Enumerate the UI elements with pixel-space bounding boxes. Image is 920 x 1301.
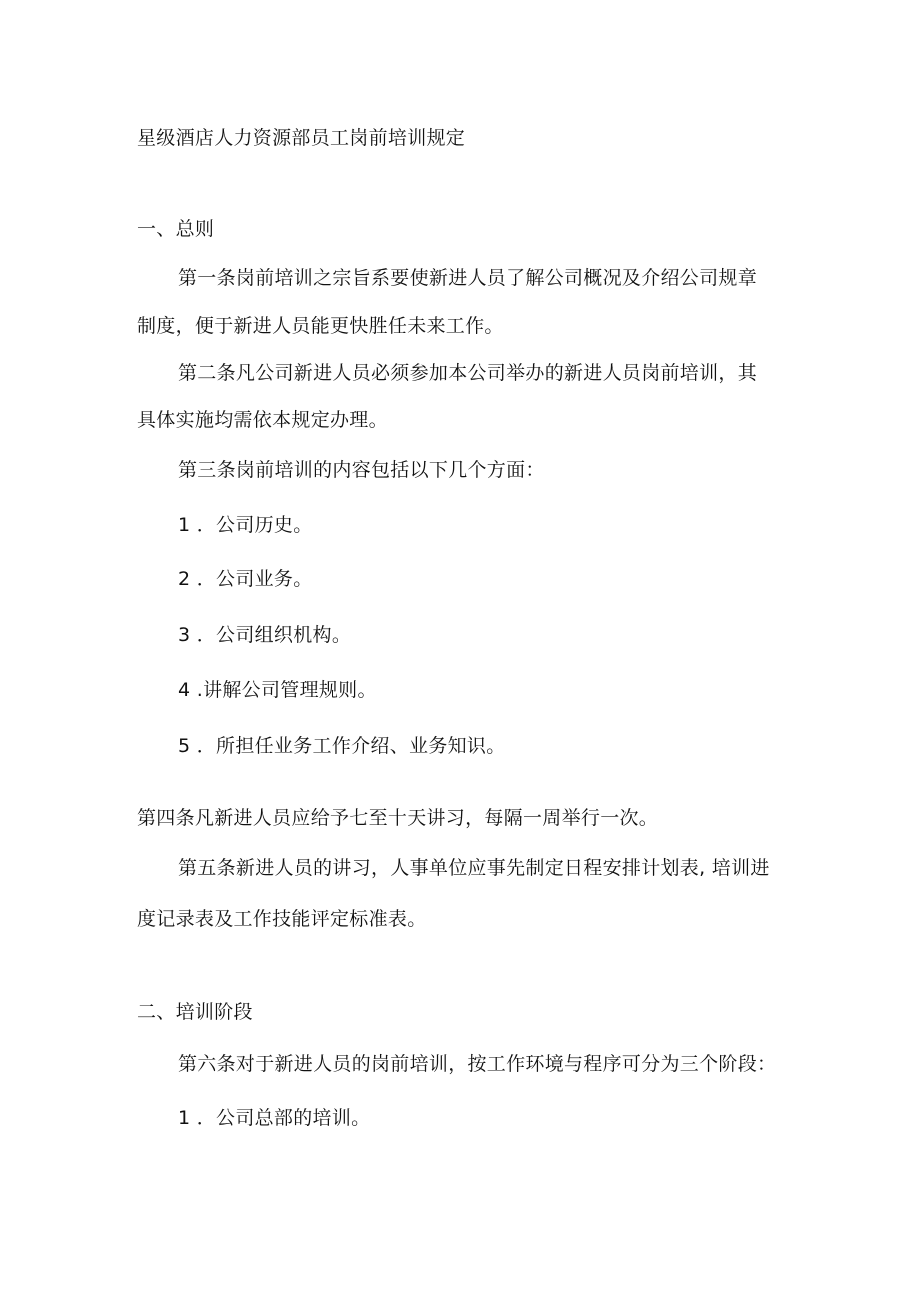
article-2-line-1: 第二条凡公司新进人员必须参加本公司举办的新进人员岗前培训，其 [178,362,758,384]
list-item: 3 ．公司组织机构。 [178,624,352,646]
article-1-line-1: 第一条岗前培训之宗旨系要使新进人员了解公司概况及介绍公司规章 [178,267,758,289]
article-6: 第六条对于新进人员的岗前培训，按工作环境与程序可分为三个阶段： [178,1053,777,1075]
article-5-line-2: 度记录表及工作技能评定标准表。 [137,908,427,930]
section-heading-training-stages: 二、培训阶段 [137,1001,253,1023]
article-3: 第三条岗前培训的内容包括以下几个方面： [178,459,545,481]
section-heading-general: 一、总则 [137,218,215,240]
article-4: 第四条凡新进人员应给予七至十天讲习，每隔一周举行一次。 [137,807,659,829]
article-1-line-2: 制度，便于新进人员能更快胜任未来工作。 [137,315,504,337]
document-title: 星级酒店人力资源部员工岗前培训规定 [137,127,466,149]
list-item: 2 ．公司业务。 [178,568,313,590]
list-item: 5 ．所担任业务工作介绍、业务知识。 [178,735,506,757]
article-5-line-1: 第五条新进人员的讲习，人事单位应事先制定日程安排计划表, 培训进 [178,857,770,879]
article-2-line-2: 具体实施均需依本规定办理。 [137,409,388,431]
list-item: 1 ．公司总部的培训。 [178,1107,371,1129]
list-item: 1 ．公司历史。 [178,514,313,536]
list-item: 4 .讲解公司管理规则。 [178,679,377,701]
